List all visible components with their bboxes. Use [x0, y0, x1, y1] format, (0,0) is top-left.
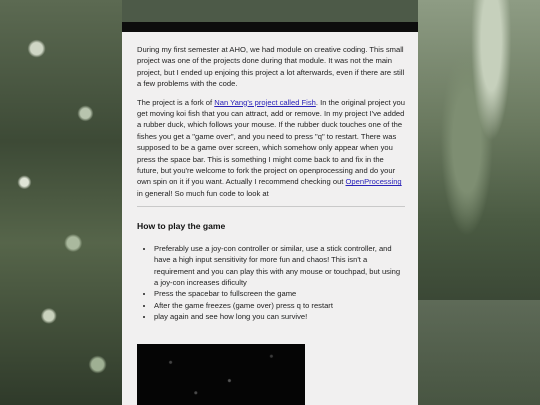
howto-list: [137, 243, 405, 323]
garden-background: [418, 0, 540, 405]
description-paragraph: [137, 97, 405, 200]
list-item: • Preferably use a joy-con controller or similar, use a stick controller, and have a high input sensitivity for more fun and chaos! This isn't a requirement and you can play this with any mouse or touchpad, but using a joy-con increases dificulty: [154, 243, 405, 289]
article-content: [137, 44, 405, 323]
list-item: • play again and see how long you can survive!: [154, 311, 405, 322]
desc-text-1: The project is a fork of: [137, 97, 215, 107]
section-divider: [137, 206, 405, 207]
desc-text-3: in general! So much fun code to look at: [137, 188, 269, 198]
article-panel: [122, 22, 418, 405]
foliage-background: [0, 0, 122, 405]
list-item: • Press the spacebar to fullscreen the game: [154, 288, 405, 299]
howto-heading: How to play the game: [137, 221, 226, 232]
nan-yang-fish-link[interactable]: Nan Yang's project called Fish: [214, 97, 316, 107]
list-item: • After the game freezes (game over) press q to restart: [154, 300, 405, 311]
intro-paragraph: During my first semester at AHO, we had module on creative coding. This small project was one of the projects done during that module. It was not the main project, but I ended up enjoing this project a lot afterwards, even if there are still a few problems with the code.: [137, 45, 405, 89]
desc-text-2: . In the original project you get moving koi fish that you can attract, add or remove. In my project I've added a rubber duck, which follows your mouse. If the rubber duck touches one of the fishes you get a "game over", and you need to press "q" to restart. There was supposed to be a game over screen, which somehow only appear when you press the space bar. This is something I might come back to and fix in the future, but you're welcome to fork the project on openprocessing and do your own spin on it if you want. Actually I recommend checking out: [137, 97, 405, 187]
panel-top-bar: [122, 22, 418, 32]
game-preview-image: [137, 344, 305, 405]
openprocessing-link[interactable]: OpenProcessing: [345, 177, 402, 187]
